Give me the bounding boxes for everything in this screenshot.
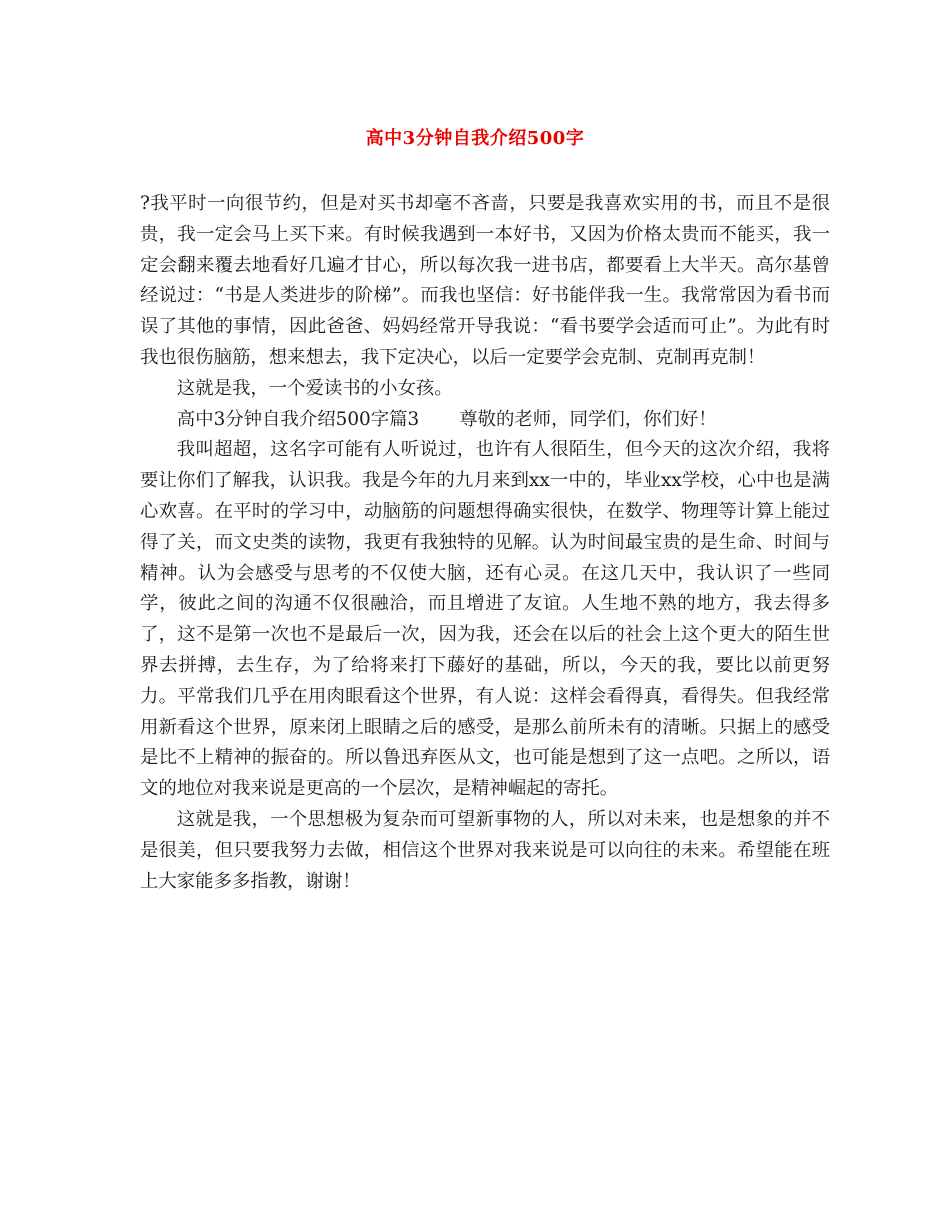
paragraph: 我叫超超，这名字可能有人听说过，也许有人很陌生，但今天的这次介绍，我将要让你们了解我，认识我。我是今年的九月来到xx一中的，毕业xx学校，心中也是满心欢喜。在平时的学习中，动脑筋的问题想得确实很快，在数学、物理等计算上能过得了关，而文史类的读物，我更有我独特的见解。认为时间最宝贵的是生命、时间与精神。认为会感受与思考的不仅使大脑，还有心灵。在这几天中，我认识了一些同学，彼此之间的沟通不仅很融洽，而且增进了友谊。人生地不熟的地方，我去得多了，这不是第一次也不是最后一次，因为我，还会在以后的社会上这个更大的陌生世界去拼搏，去生存，为了给将来打下藤好的基础，所以，今天的我，要比以前更努力。平常我们几乎在用肉眼看这个世界，有人说：这样会看得真，看得失。但我经常用新看这个世界，原来闭上眼睛之后的感受，是那么前所未有的清晰。只据上的感受是比不上精神的振奋的。所以鲁迅弃医从文，也可能是想到了这一点吧。之所以，语文的地位对我来说是更高的一个层次，是精神崛起的寄托。	[140, 439, 830, 800]
document-title: 高中3分钟自我介绍500字	[365, 128, 585, 149]
section-heading-line	[140, 405, 830, 436]
section-greeting: 尊敬的老师，同学们，你们好！	[459, 408, 717, 430]
document-body	[140, 189, 830, 897]
paragraph: ?我平时一向很节约，但是对买书却毫不吝啬，只要是我喜欢实用的书，而且不是很贵，我一定会马上买下来。有时候我遇到一本好书，又因为价格太贵而不能买，我一定会翻来覆去地看好几遍才甘心，所以每次我一进书店，都要看上大半天。高尔基曾经说过：“书是人类进步的阶梯”。而我也坚信：好书能伴我一生。我常常因为看书而误了其他的事情，因此爸爸、妈妈经常开导我说：“看书要学会适而可止”。为此有时我也很伤脑筋，想来想去，我下定决心，以后一定要学会克制、克制再克制！	[140, 193, 830, 368]
paragraph: 这就是我，一个爱读书的小女孩。	[176, 377, 453, 399]
section-heading: 高中3分钟自我介绍500字篇3	[176, 408, 420, 430]
paragraph: 这就是我，一个思想极为复杂而可望新事物的人，所以对未来，也是想象的并不是很美，但只要我努力去做，相信这个世界对我来说是可以向往的未来。希望能在班上大家能多多指教，谢谢！	[140, 808, 830, 892]
